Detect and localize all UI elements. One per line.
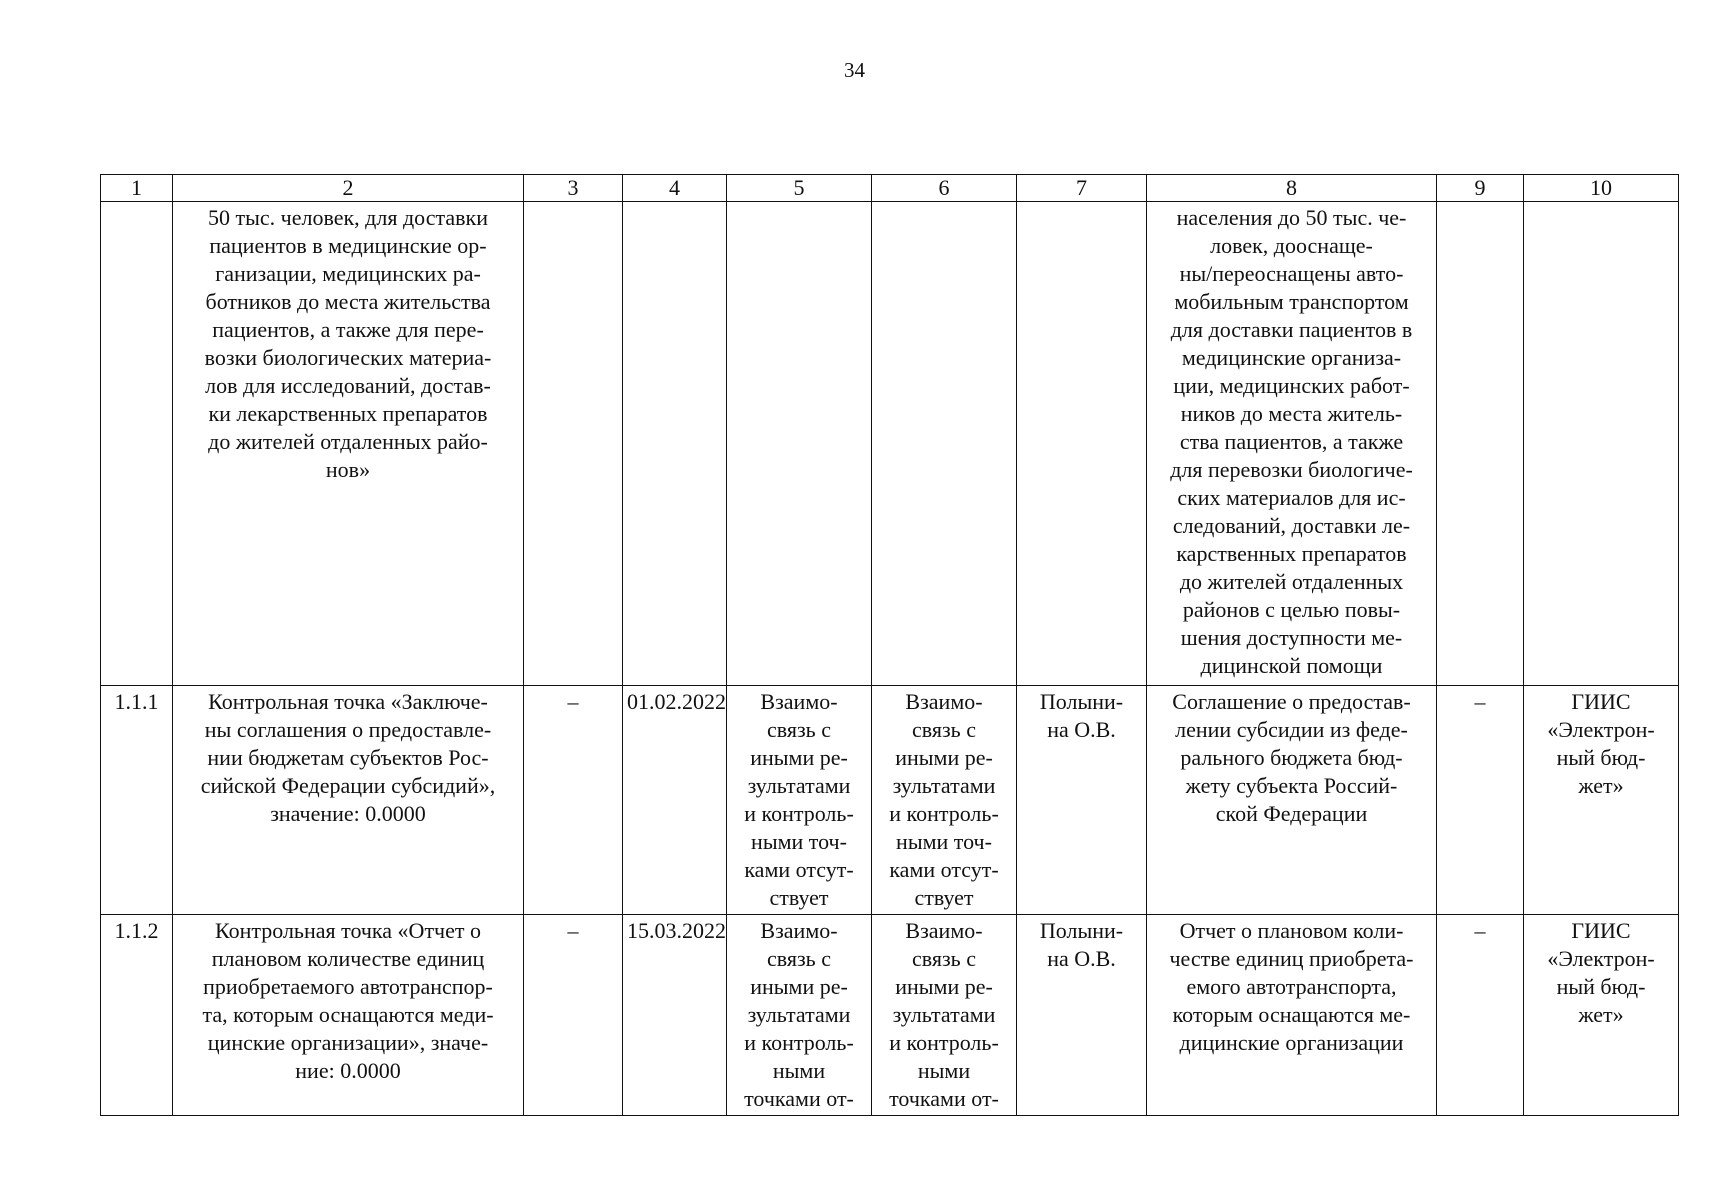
table-row (101, 686, 1679, 915)
cell-text: – (1474, 918, 1486, 943)
cell-col3 (524, 686, 623, 915)
cell-result (1147, 202, 1437, 686)
cell-col3 (524, 915, 623, 1116)
cell-system (1524, 202, 1679, 686)
cell-responsible (1017, 915, 1147, 1116)
cell-text: – (567, 918, 579, 943)
cell-col9 (1437, 686, 1524, 915)
column-header-1: 1 (101, 175, 173, 202)
cell-text: 01.02.2022 (627, 689, 726, 714)
column-header-5: 5 (727, 175, 872, 202)
cell-number (101, 686, 173, 915)
cell-text: Полыни- на О.В. (1039, 689, 1124, 742)
cell-name (173, 686, 524, 915)
column-header-4: 4 (623, 175, 727, 202)
cell-text: населения до 50 тыс. че- ловек, дооснаще- ны/переоснащены авто- мобильным транспортом для доставки пациентов в медицинские организа- ции, медицинских работ- ников до места житель- ства пациентов, а также для перевозки биологиче- ских материалов для ис- следований, доставки ле- карственных препаратов до жителей отдаленных районов с целью повы- шения доступности ме- дицинской помощи (1170, 205, 1413, 678)
cell-col5 (727, 686, 872, 915)
cell-date (623, 915, 727, 1116)
cell-text: 15.03.2022 (627, 918, 726, 943)
cell-date (623, 202, 727, 686)
column-header-8: 8 (1147, 175, 1437, 202)
cell-number (101, 202, 173, 686)
page-number: 34 (844, 58, 865, 82)
cell-name (173, 915, 524, 1116)
cell-text: Отчет о плановом коли- честве единиц приобрета- емого автотранспорта, которым оснащаются ме- дицинские организации (1169, 918, 1414, 1055)
cell-system (1524, 686, 1679, 915)
cell-text: Контрольная точка «Заключе- ны соглашения о предоставле- нии бюджетам субъектов Рос- сийской Федерации субсидий», значение: 0.0000 (200, 689, 496, 826)
cell-text: 1.1.1 (114, 689, 159, 714)
column-header-3: 3 (524, 175, 623, 202)
cell-text: Взаимо- связь с иными ре- зультатами и контроль- ными точками от- (889, 918, 999, 1111)
column-header-2: 2 (173, 175, 524, 202)
cell-col5 (727, 915, 872, 1116)
cell-col9 (1437, 915, 1524, 1116)
column-header-6: 6 (872, 175, 1017, 202)
cell-text: Полыни- на О.В. (1039, 918, 1124, 971)
cell-result (1147, 915, 1437, 1116)
cell-col6 (872, 686, 1017, 915)
cell-col6 (872, 915, 1017, 1116)
cell-text: – (1474, 689, 1486, 714)
cell-date (623, 686, 727, 915)
cell-text: – (567, 689, 579, 714)
cell-text: Взаимо- связь с иными ре- зультатами и контроль- ными точками от- (744, 918, 854, 1111)
cell-result (1147, 686, 1437, 915)
cell-col9 (1437, 202, 1524, 686)
column-header-9: 9 (1437, 175, 1524, 202)
cell-text: Соглашение о предостав- лении субсидии из феде- рального бюджета бюд- жету субъекта Россий- ской Федерации (1172, 689, 1411, 826)
cell-col5 (727, 202, 872, 686)
cell-text: ГИИС «Электрон- ный бюд- жет» (1547, 918, 1655, 1027)
document-table (100, 174, 1679, 1116)
cell-col6 (872, 202, 1017, 686)
cell-system (1524, 915, 1679, 1116)
cell-number (101, 915, 173, 1116)
cell-responsible (1017, 202, 1147, 686)
cell-name (173, 202, 524, 686)
cell-responsible (1017, 686, 1147, 915)
cell-text: Взаимо- связь с иными ре- зультатами и контроль- ными точ- ками отсут- ствует (744, 689, 854, 910)
table-row (101, 202, 1679, 686)
header-row (101, 175, 1679, 202)
column-header-10: 10 (1524, 175, 1679, 202)
table-row (101, 915, 1679, 1116)
cell-text: Взаимо- связь с иными ре- зультатами и контроль- ными точ- ками отсут- ствует (889, 689, 999, 910)
cell-text: 50 тыс. человек, для доставки пациентов в медицинские ор- ганизации, медицинских ра- ботников до места жительства пациентов, а также для пере- возки биологических материа- лов для исследований, достав- ки лекарственных препаратов до жителей отдаленных райо- нов» (204, 205, 492, 482)
column-header-7: 7 (1017, 175, 1147, 202)
cell-text: Контрольная точка «Отчет о плановом количестве единиц приобретаемого автотранспор- та, которым оснащаются меди- цинские организации», значе- ние: 0.0000 (202, 918, 494, 1083)
cell-text: 1.1.2 (114, 918, 159, 943)
cell-text: ГИИС «Электрон- ный бюд- жет» (1547, 689, 1655, 798)
cell-col3 (524, 202, 623, 686)
